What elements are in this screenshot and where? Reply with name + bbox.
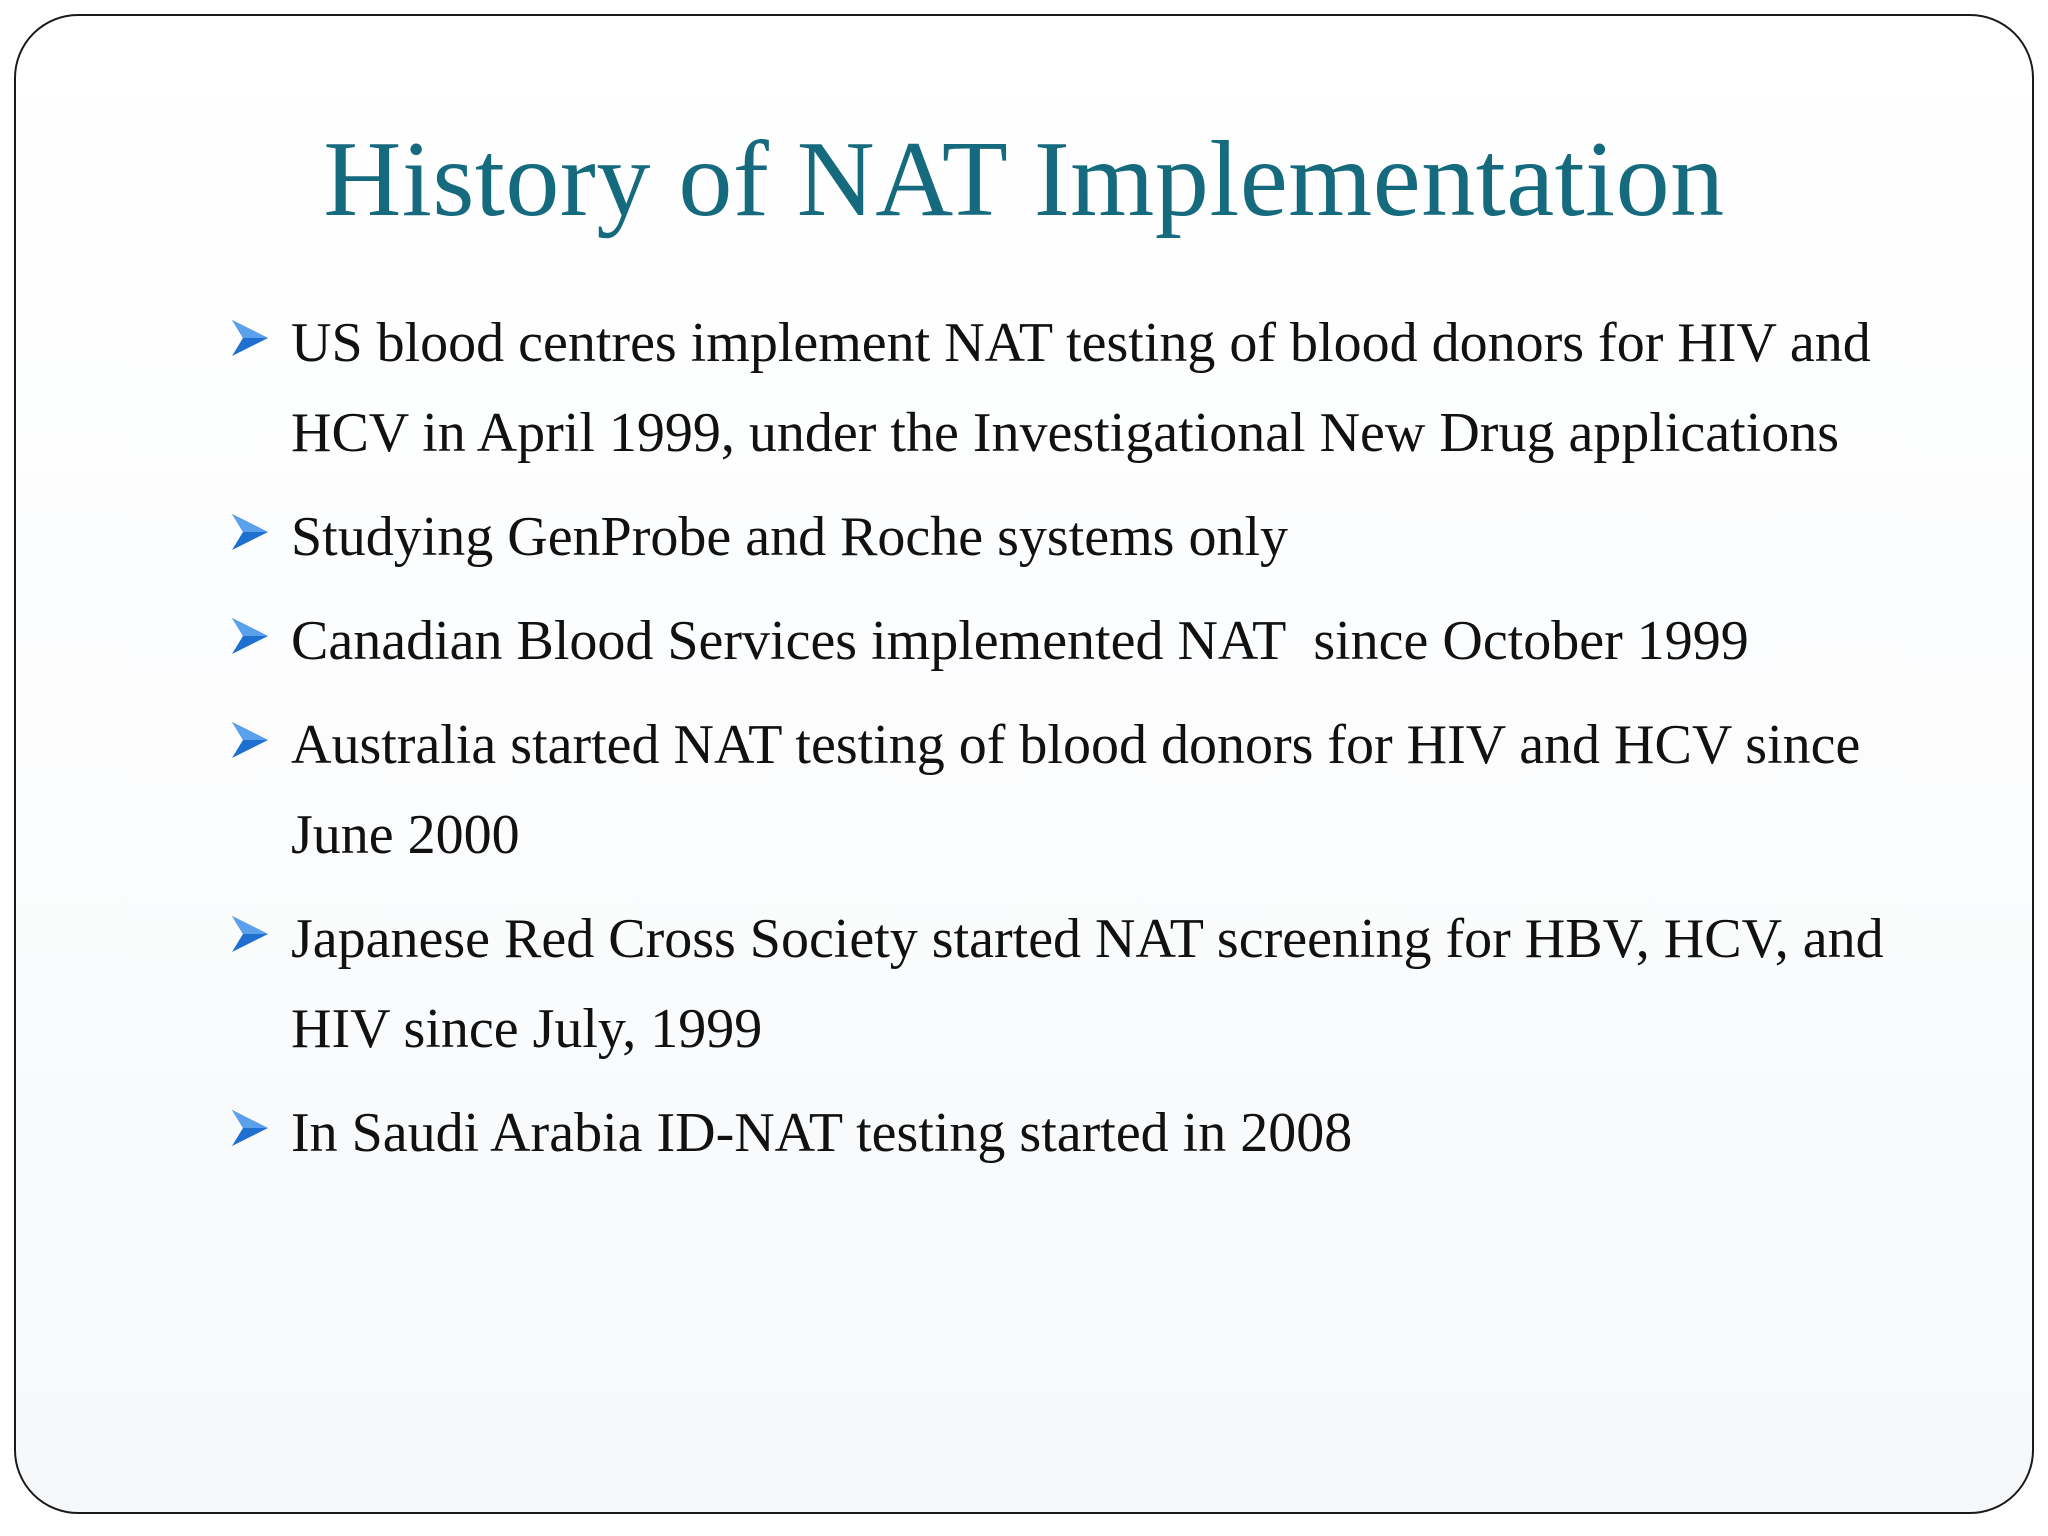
arrowhead-bullet-icon <box>230 914 270 954</box>
bullet-item <box>230 492 1950 582</box>
arrowhead-bullet-icon <box>230 720 270 760</box>
arrowhead-bullet-icon <box>230 512 270 552</box>
arrowhead-bullet-icon <box>230 616 270 656</box>
slide <box>14 14 2034 1514</box>
bullet-text: US blood centres implement NAT testing of blood donors for HIV and HCV in April 1999, under the Investigational New Drug applications <box>291 312 1871 464</box>
arrowhead-bullet-icon <box>230 318 270 358</box>
bullet-text: In Saudi Arabia ID-NAT testing started in 2008 <box>291 1102 1353 1164</box>
slide-title: History of NAT Implementation <box>323 120 1725 239</box>
bullet-text: Studying GenProbe and Roche systems only <box>291 506 1289 568</box>
bullet-text: Australia started NAT testing of blood donors for HIV and HCV since June 2000 <box>291 714 1861 866</box>
arrowhead-bullet-icon <box>230 1108 270 1148</box>
bullet-item <box>230 298 1950 478</box>
bullet-item <box>230 1088 1950 1178</box>
bullet-item <box>230 596 1950 686</box>
bullet-text: Japanese Red Cross Society started NAT screening for HBV, HCV, and HIV since July, 1999 <box>291 908 1884 1060</box>
bullet-text: Canadian Blood Services implemented NAT since October 1999 <box>291 610 1749 672</box>
bullet-item <box>230 700 1950 880</box>
bullet-list <box>230 298 1950 1192</box>
bullet-item <box>230 894 1950 1074</box>
